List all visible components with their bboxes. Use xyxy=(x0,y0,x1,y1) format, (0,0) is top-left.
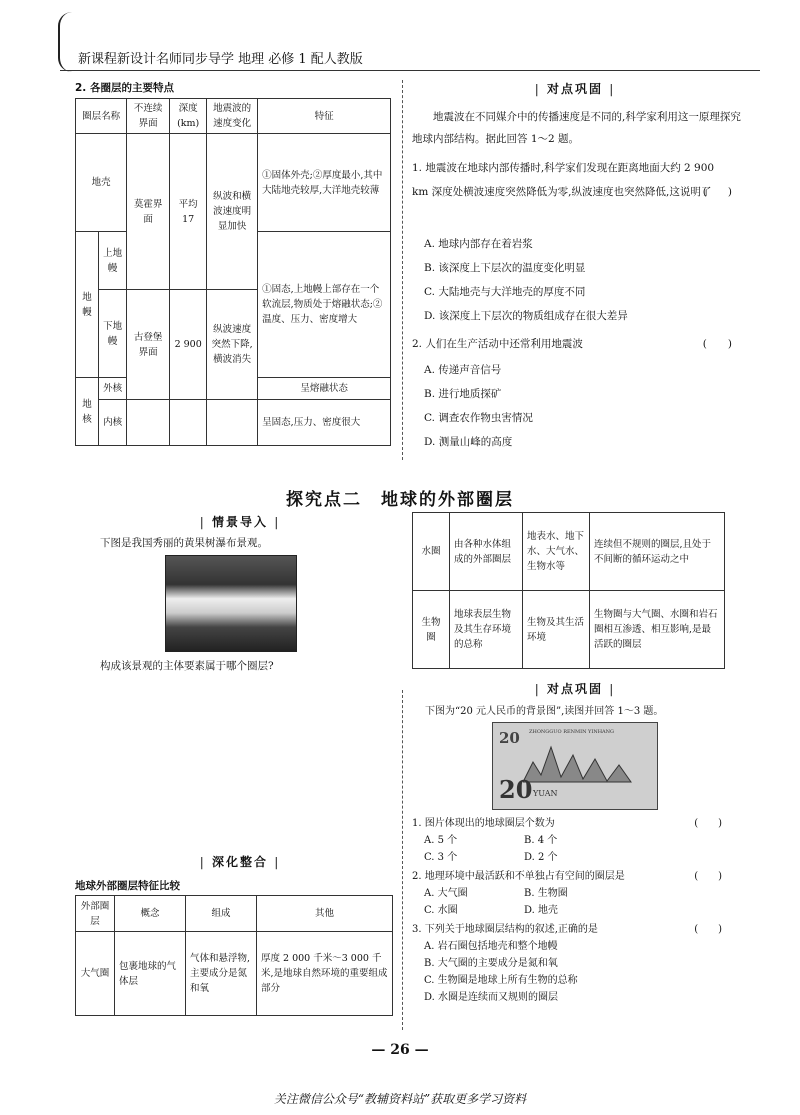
question-b2: 2. 地理环境中最活跃和不单独占有空间的圈层是 ( ) xyxy=(412,871,722,882)
th-outer-layer: 外部圈层 xyxy=(76,896,115,932)
cell-hydro-concept: 由各种水体组成的外部圈层 xyxy=(450,513,523,591)
cell-hydro-name: 水圈 xyxy=(413,513,450,591)
option-2a[interactable]: A. 传递声音信号 xyxy=(424,364,502,376)
option-b1a[interactable]: A. 5 个 xyxy=(424,835,458,846)
footer-ad-text: 关注微信公众号“教辅资料站”获取更多学习资料 xyxy=(273,1092,527,1106)
cell-feature-crust: ①固体外壳;②厚度最小,其中大陆地壳较厚,大洋地壳较薄 xyxy=(258,134,391,232)
cell-feature-mantle: ①固态,上地幔上部存在一个软流层,物质处于熔融状态;②温度、压力、密度增大 xyxy=(258,232,391,378)
cell-mantle: 地幔 xyxy=(76,232,99,378)
section-heading-layers: 2. 各圈层的主要特点 xyxy=(75,82,174,94)
question-b1-options xyxy=(424,832,624,866)
page-header-title: 新课程新设计名师同步导学 地理 必修 1 配人教版 xyxy=(78,52,363,67)
cell-bio-name: 生物圈 xyxy=(413,591,450,669)
quiz-intro-1: 地震波在不同媒介中的传播速度是不同的,科学家利用这一原理探究地球内部结构。据此回答 1～2 题。 xyxy=(412,111,741,145)
option-b3b[interactable]: B. 大气圈的主要成分是氮和氧 xyxy=(424,958,558,969)
option-1d[interactable]: D. 该深度上下层次的物质组成存在很大差异 xyxy=(424,310,628,322)
cell-upper-mantle: 上地幔 xyxy=(99,232,127,290)
cell-core: 地核 xyxy=(76,378,99,446)
cell-depth-17: 平均 17 xyxy=(170,134,207,290)
option-b2b[interactable]: B. 生物圈 xyxy=(524,888,568,899)
cell-inner-core: 内核 xyxy=(99,400,127,446)
question-b1: 1. 图片体现出的地球圈层个数为 ( ) xyxy=(412,818,722,829)
option-b3d[interactable]: D. 水圈是连续而又规则的圈层 xyxy=(424,992,559,1003)
option-b1d[interactable]: D. 2 个 xyxy=(524,852,558,863)
outer-table-heading: 地球外部圈层特征比较 xyxy=(75,880,180,892)
scene-question: 构成该景观的主体要素属于哪个圈层? xyxy=(100,660,274,672)
column-divider xyxy=(402,80,403,460)
outer-layer-table xyxy=(75,895,393,1016)
th-concept: 概念 xyxy=(115,896,186,932)
header-bracket xyxy=(58,12,74,72)
section-title: 探究点二 地球的外部圈层 xyxy=(286,490,514,510)
bill-denom-top: 20 xyxy=(499,729,520,747)
option-b3c[interactable]: C. 生物圈是地球上所有生物的总称 xyxy=(424,975,578,986)
cell-empty-c xyxy=(207,400,258,446)
cell-depth-2900: 2 900 xyxy=(170,290,207,400)
question-b3-options xyxy=(424,938,724,1006)
th-layer-name: 圈层名称 xyxy=(76,99,127,134)
cell-empty-a xyxy=(127,400,170,446)
banner-practice-2: | 对点巩固 | xyxy=(534,682,616,696)
page-number: — 26 — xyxy=(371,1042,429,1058)
layer-table xyxy=(75,98,391,446)
question-2-options xyxy=(424,358,734,454)
mountain-drawing xyxy=(523,737,633,787)
option-2c[interactable]: C. 调查农作物虫害情况 xyxy=(424,412,533,424)
question-2: 2. 人们在生产活动中还常利用地震波 ( ) xyxy=(412,338,732,350)
option-1c[interactable]: C. 大陆地壳与大洋地壳的厚度不同 xyxy=(424,286,586,298)
bill-denom-bottom: 20 xyxy=(499,775,533,804)
banner-practice-1: | 对点巩固 | xyxy=(534,82,616,96)
banknote-image xyxy=(492,722,658,810)
cell-feature-outer: 呈熔融状态 xyxy=(258,378,391,400)
question-1-options xyxy=(424,232,734,328)
th-discontinuity: 不连续界面 xyxy=(127,99,170,134)
waterfall-photo xyxy=(165,555,297,652)
question-1: 1. 地震波在地球内部传播时,科学家们发现在距离地面大约 2 900 km 深度处横波速度突然降低为零,纵波速度也突然降低,这说明了 ( ) xyxy=(412,162,732,198)
th-other: 其他 xyxy=(257,896,393,932)
bill-bank-text: ZHONGGUO RENMIN YINHANG xyxy=(529,729,615,735)
option-2b[interactable]: B. 进行地质探矿 xyxy=(424,388,502,400)
banner-scene-intro: | 情景导入 | xyxy=(199,515,281,529)
option-b3a[interactable]: A. 岩石圈包括地壳和整个地幔 xyxy=(424,941,558,952)
cell-empty-b xyxy=(170,400,207,446)
option-2d[interactable]: D. 测量山峰的高度 xyxy=(424,436,513,448)
option-b2c[interactable]: C. 水圈 xyxy=(424,905,458,916)
cell-outer-core: 外核 xyxy=(99,378,127,400)
cell-crust: 地壳 xyxy=(76,134,127,232)
question-b3: 3. 下列关于地球圈层结构的叙述,正确的是 ( ) xyxy=(412,924,722,935)
cell-atm-composition: 气体和悬浮物,主要成分是氮和氧 xyxy=(186,932,257,1016)
quiz-intro-2: 下图为“20 元人民币的背景图”,读图并回答 1～3 题。 xyxy=(425,706,664,717)
outer-layer-table-cont xyxy=(412,512,725,669)
th-composition: 组成 xyxy=(186,896,257,932)
question-b2-options xyxy=(424,885,624,919)
cell-moho: 莫霍界面 xyxy=(127,134,170,290)
option-b2a[interactable]: A. 大气圈 xyxy=(424,888,468,899)
option-1b[interactable]: B. 该深度上下层次的温度变化明显 xyxy=(424,262,586,274)
cell-lower-mantle: 下地幔 xyxy=(99,290,127,378)
option-b2d[interactable]: D. 地壳 xyxy=(524,905,559,916)
cell-hydro-other: 连续但不规则的圈层,且处于不间断的循环运动之中 xyxy=(590,513,725,591)
option-1a[interactable]: A. 地球内部存在着岩浆 xyxy=(424,238,533,250)
bill-yuan: YUAN xyxy=(533,789,558,798)
cell-wave-1: 纵波和横波速度明显加快 xyxy=(207,134,258,290)
cell-atm-other: 厚度 2 000 千米～3 000 千米,是地球自然环境的重要组成部分 xyxy=(257,932,393,1016)
header-rule xyxy=(60,70,760,71)
scene-text: 下图是我国秀丽的黄果树瀑布景观。 xyxy=(100,537,268,549)
banner-integration: | 深化整合 | xyxy=(199,855,281,869)
cell-gutenberg: 古登堡界面 xyxy=(127,290,170,400)
cell-bio-composition: 生物及其生活环境 xyxy=(523,591,590,669)
cell-bio-concept: 地球表层生物及其生存环境的总称 xyxy=(450,591,523,669)
option-b1c[interactable]: C. 3 个 xyxy=(424,852,458,863)
cell-wave-2: 纵波速度突然下降,横波消失 xyxy=(207,290,258,400)
cell-atm-name: 大气圈 xyxy=(76,932,115,1016)
th-depth: 深度(km) xyxy=(170,99,207,134)
cell-bio-other: 生物圈与大气圈、水圈和岩石圈相互渗透、相互影响,是最活跃的圈层 xyxy=(590,591,725,669)
cell-feature-inner: 呈固态,压力、密度很大 xyxy=(258,400,391,446)
th-feature: 特征 xyxy=(258,99,391,134)
cell-hydro-composition: 地表水、地下水、大气水、生物水等 xyxy=(523,513,590,591)
th-wave-change: 地震波的速度变化 xyxy=(207,99,258,134)
cell-atm-concept: 包裹地球的气体层 xyxy=(115,932,186,1016)
option-b1b[interactable]: B. 4 个 xyxy=(524,835,558,846)
